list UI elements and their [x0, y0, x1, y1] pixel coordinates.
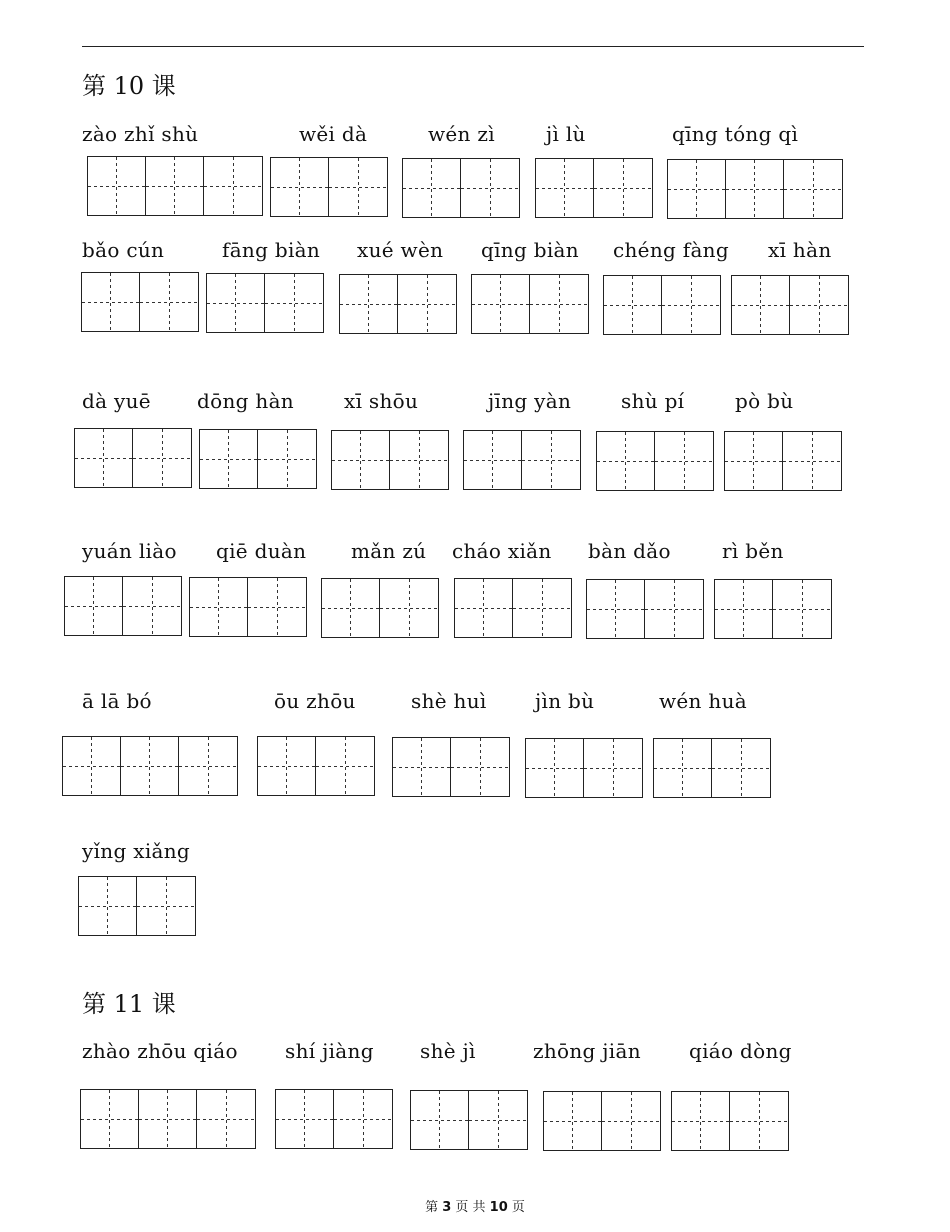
tianzige-cell[interactable]	[411, 1091, 469, 1149]
footer-pre: 第	[425, 1200, 443, 1215]
tianzige-cell[interactable]	[398, 275, 456, 333]
tianzige-cell[interactable]	[146, 157, 204, 215]
pinyin-label: wén huà	[659, 689, 747, 713]
tianzige-cell[interactable]	[587, 580, 645, 638]
tianzige-cell[interactable]	[602, 1092, 660, 1150]
writing-grid	[525, 738, 643, 798]
tianzige-cell[interactable]	[584, 739, 642, 797]
writing-grid	[714, 579, 832, 639]
tianzige-cell[interactable]	[123, 577, 181, 635]
tianzige-cell[interactable]	[725, 432, 783, 490]
tianzige-cell[interactable]	[200, 430, 258, 488]
pinyin-label: jìn bù	[535, 689, 595, 713]
tianzige-cell[interactable]	[197, 1090, 255, 1148]
pinyin-label: zhào zhōu qiáo	[82, 1039, 238, 1063]
pinyin-label: qīng biàn	[481, 238, 579, 262]
writing-grid	[331, 430, 449, 490]
writing-grid	[454, 578, 572, 638]
writing-grid	[321, 578, 439, 638]
pinyin-label: yuán liào	[82, 539, 177, 563]
tianzige-cell[interactable]	[271, 158, 329, 216]
tianzige-cell[interactable]	[316, 737, 374, 795]
page-footer	[0, 1196, 950, 1215]
writing-grid	[653, 738, 771, 798]
pinyin-label: mǎn zú	[351, 539, 427, 563]
writing-grid	[64, 576, 182, 636]
tianzige-cell[interactable]	[82, 273, 140, 331]
tianzige-cell[interactable]	[461, 159, 519, 217]
writing-grid	[671, 1091, 789, 1151]
tianzige-cell[interactable]	[513, 579, 571, 637]
pinyin-label: jīng yàn	[488, 389, 572, 413]
tianzige-cell[interactable]	[340, 275, 398, 333]
writing-grid	[206, 273, 324, 333]
writing-grid	[74, 428, 192, 488]
tianzige-cell[interactable]	[645, 580, 703, 638]
writing-grid	[731, 275, 849, 335]
tianzige-cell[interactable]	[88, 157, 146, 215]
tianzige-cell[interactable]	[790, 276, 848, 334]
tianzige-cell[interactable]	[773, 580, 831, 638]
writing-grid	[189, 577, 307, 637]
pinyin-label: jì lù	[546, 122, 586, 146]
footer-total-pages: 10	[489, 1200, 508, 1215]
writing-grid	[402, 158, 520, 218]
pinyin-label: xué wèn	[357, 238, 444, 262]
writing-grid	[270, 157, 388, 217]
pinyin-label: shè huì	[411, 689, 487, 713]
writing-grid	[275, 1089, 393, 1149]
tianzige-cell[interactable]	[672, 1092, 730, 1150]
tianzige-cell[interactable]	[712, 739, 770, 797]
writing-grid	[724, 431, 842, 491]
tianzige-cell[interactable]	[393, 738, 451, 796]
pinyin-label: ā lā bó	[82, 689, 152, 713]
tianzige-cell[interactable]	[133, 429, 191, 487]
writing-grid	[81, 272, 199, 332]
pinyin-label: zhōng jiān	[533, 1039, 641, 1063]
pinyin-label: shù pí	[621, 389, 685, 413]
tianzige-cell[interactable]	[137, 877, 195, 935]
footer-page-number: 3	[442, 1200, 452, 1215]
tianzige-cell[interactable]	[544, 1092, 602, 1150]
writing-grid	[603, 275, 721, 335]
writing-grid	[596, 431, 714, 491]
tianzige-cell[interactable]	[81, 1090, 139, 1148]
pinyin-label: wěi dà	[299, 122, 368, 146]
pinyin-label: cháo xiǎn	[452, 539, 552, 563]
lesson-11-title: 第 11 课	[82, 990, 176, 1018]
tianzige-cell[interactable]	[668, 160, 726, 218]
tianzige-cell[interactable]	[65, 577, 123, 635]
tianzige-cell[interactable]	[248, 578, 306, 636]
writing-grid	[667, 159, 843, 219]
pinyin-label: zào zhǐ shù	[82, 122, 199, 146]
writing-grid	[463, 430, 581, 490]
writing-grid	[62, 736, 238, 796]
pinyin-label: xī shōu	[344, 389, 419, 413]
tianzige-cell[interactable]	[530, 275, 588, 333]
tianzige-cell[interactable]	[322, 579, 380, 637]
tianzige-cell[interactable]	[732, 276, 790, 334]
tianzige-cell[interactable]	[730, 1092, 788, 1150]
writing-grid	[543, 1091, 661, 1151]
writing-grid	[257, 736, 375, 796]
tianzige-cell[interactable]	[451, 738, 509, 796]
pinyin-label: fāng biàn	[222, 238, 321, 262]
tianzige-cell[interactable]	[332, 431, 390, 489]
tianzige-cell[interactable]	[655, 432, 713, 490]
writing-grid	[392, 737, 510, 797]
tianzige-cell[interactable]	[79, 877, 137, 935]
tianzige-cell[interactable]	[207, 274, 265, 332]
lesson-10-title: 第 10 课	[82, 72, 176, 100]
tianzige-cell[interactable]	[455, 579, 513, 637]
tianzige-cell[interactable]	[75, 429, 133, 487]
tianzige-cell[interactable]	[329, 158, 387, 216]
tianzige-cell[interactable]	[472, 275, 530, 333]
pinyin-label: shè jì	[420, 1039, 476, 1063]
tianzige-cell[interactable]	[265, 274, 323, 332]
tianzige-cell[interactable]	[334, 1090, 392, 1148]
pinyin-label: qiē duàn	[216, 539, 307, 563]
tianzige-cell[interactable]	[662, 276, 720, 334]
writing-grid	[80, 1089, 256, 1149]
tianzige-cell[interactable]	[784, 160, 842, 218]
pinyin-label: qiáo dòng	[689, 1039, 792, 1063]
pinyin-label: bàn dǎo	[588, 539, 671, 563]
pinyin-label: shí jiàng	[285, 1039, 374, 1063]
writing-grid	[535, 158, 653, 218]
pinyin-label: qīng tóng qì	[672, 122, 799, 146]
tianzige-cell[interactable]	[140, 273, 198, 331]
pinyin-label: ōu zhōu	[274, 689, 356, 713]
tianzige-cell[interactable]	[380, 579, 438, 637]
footer-post: 页	[507, 1200, 525, 1215]
tianzige-cell[interactable]	[654, 739, 712, 797]
tianzige-cell[interactable]	[204, 157, 262, 215]
tianzige-cell[interactable]	[783, 432, 841, 490]
writing-grid	[586, 579, 704, 639]
tianzige-cell[interactable]	[604, 276, 662, 334]
pinyin-label: dōng hàn	[197, 389, 294, 413]
header-rule	[82, 46, 864, 47]
writing-grid	[199, 429, 317, 489]
pinyin-label: bǎo cún	[82, 238, 165, 262]
tianzige-cell[interactable]	[522, 431, 580, 489]
tianzige-cell[interactable]	[179, 737, 237, 795]
tianzige-cell[interactable]	[258, 430, 316, 488]
tianzige-cell[interactable]	[594, 159, 652, 217]
pinyin-label: chéng fàng	[613, 238, 729, 262]
pinyin-label: xī hàn	[768, 238, 832, 262]
tianzige-cell[interactable]	[190, 578, 248, 636]
writing-grid	[78, 876, 196, 936]
pinyin-label: dà yuē	[82, 389, 151, 413]
tianzige-cell[interactable]	[390, 431, 448, 489]
footer-mid: 页 共	[451, 1200, 490, 1215]
tianzige-cell[interactable]	[469, 1091, 527, 1149]
tianzige-cell[interactable]	[403, 159, 461, 217]
writing-grid	[339, 274, 457, 334]
writing-grid	[410, 1090, 528, 1150]
writing-grid	[87, 156, 263, 216]
tianzige-cell[interactable]	[536, 159, 594, 217]
writing-grid	[471, 274, 589, 334]
tianzige-cell[interactable]	[276, 1090, 334, 1148]
tianzige-cell[interactable]	[258, 737, 316, 795]
tianzige-cell[interactable]	[526, 739, 584, 797]
pinyin-label: yǐng xiǎng	[82, 839, 191, 863]
pinyin-label: pò bù	[735, 389, 794, 413]
pinyin-label: wén zì	[428, 122, 495, 146]
tianzige-cell[interactable]	[63, 737, 121, 795]
tianzige-cell[interactable]	[121, 737, 179, 795]
tianzige-cell[interactable]	[464, 431, 522, 489]
pinyin-label: rì běn	[722, 539, 784, 563]
tianzige-cell[interactable]	[715, 580, 773, 638]
tianzige-cell[interactable]	[139, 1090, 197, 1148]
tianzige-cell[interactable]	[597, 432, 655, 490]
tianzige-cell[interactable]	[726, 160, 784, 218]
